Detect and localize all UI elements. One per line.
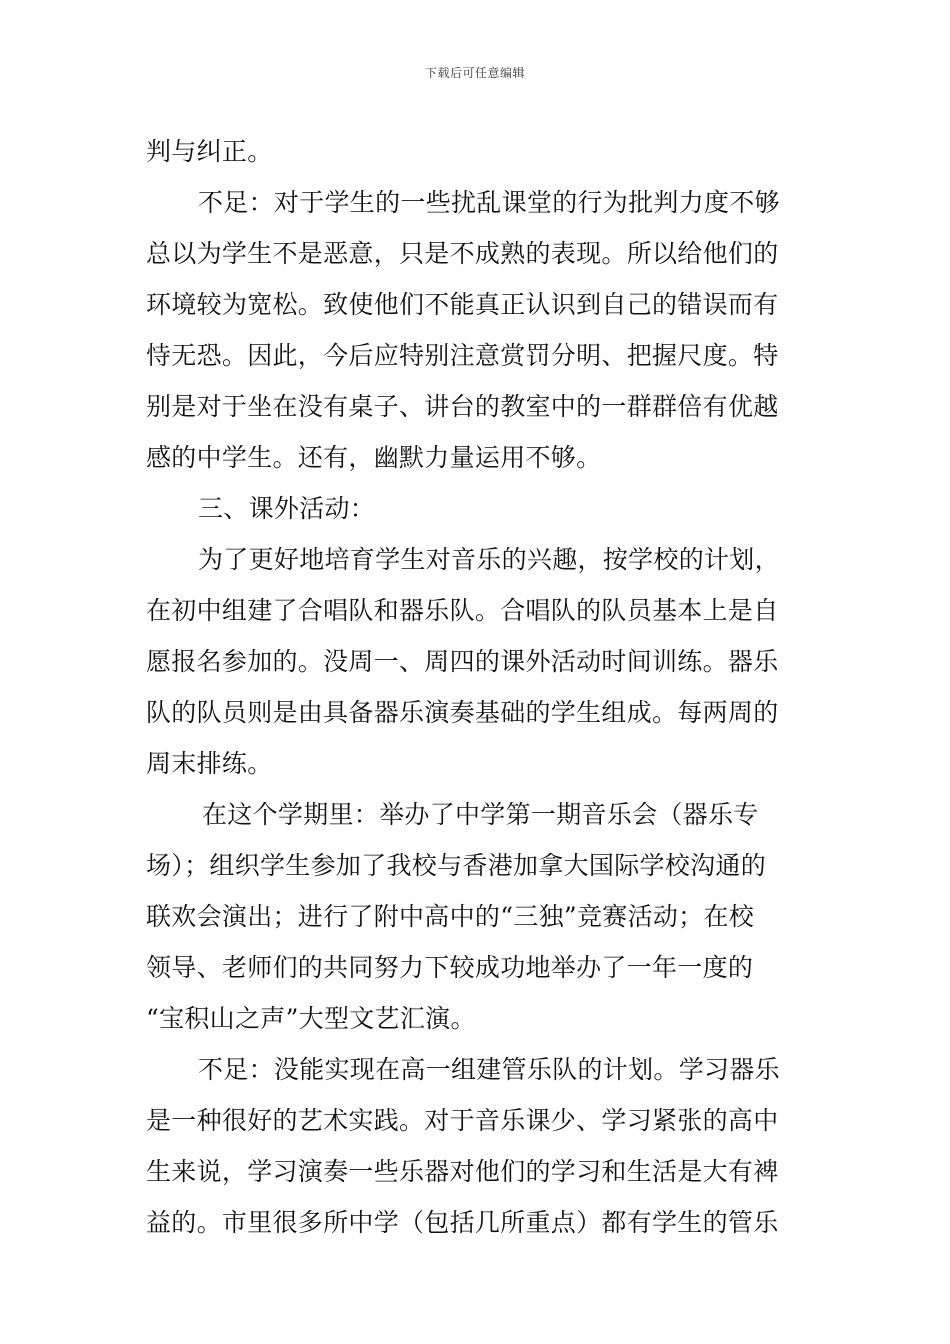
text-line: 在初中组建了合唱队和器乐队。合唱队的队员基本上是自 — [146, 596, 779, 625]
text-line: 是一种很好的艺术实践。对于音乐课少、学习紧张的高中 — [146, 1106, 779, 1135]
paragraph-start-line: 不足：没能实现在高一组建管乐队的计划。学习器乐 — [198, 1055, 780, 1084]
text-line: 场）；组织学生参加了我校与香港加拿大国际学校沟通的 — [146, 851, 767, 880]
page-header: 下载后可任意编辑 — [424, 66, 525, 80]
text-line: “宝积山之声”大型文艺汇演。 — [146, 1004, 476, 1033]
text-line: 联欢会演出；进行了附中高中的“三独”竞赛活动；在校 — [146, 902, 755, 931]
paragraph-start-line: 为了更好地培育学生对音乐的兴趣，按学校的计划， — [198, 545, 780, 574]
text-line: 生来说，学习演奏一些乐器对他们的学习和生活是大有裨 — [146, 1157, 779, 1186]
text-line: 领导、老师们的共同努力下较成功地举办了一年一度的 — [146, 953, 754, 982]
paragraph-start-line: 不足：对于学生的一些扰乱课堂的行为批判力度不够 — [198, 188, 780, 217]
text-line: 恃无恐。因此，今后应特别注意赏罚分明、把握尺度。特 — [146, 341, 779, 370]
section-heading: 三、课外活动： — [198, 494, 376, 523]
text-line: 队的队员则是由具备器乐演奏基础的学生组成。每两周的 — [146, 698, 779, 727]
text-line: 益的。市里很多所中学（包括几所重点）都有学生的管乐 — [146, 1208, 779, 1237]
text-line: 总以为学生不是恶意，只是不成熟的表现。所以给他们的 — [146, 239, 779, 268]
paragraph-start-line: 在这个学期里：举办了中学第一期音乐会（器乐专 — [202, 800, 759, 829]
text-line: 判与纠正。 — [146, 137, 273, 166]
text-line: 感的中学生。还有，幽默力量运用不够。 — [146, 443, 602, 472]
text-line: 周末排练。 — [146, 749, 273, 778]
text-line: 愿报名参加的。没周一、周四的课外活动时间训练。器乐 — [146, 647, 779, 676]
text-line: 环境较为宽松。致使他们不能真正认识到自己的错误而有 — [146, 290, 779, 319]
text-line: 别是对于坐在没有桌子、讲台的教室中的一群群倍有优越 — [146, 392, 779, 421]
document-body — [146, 126, 810, 1248]
